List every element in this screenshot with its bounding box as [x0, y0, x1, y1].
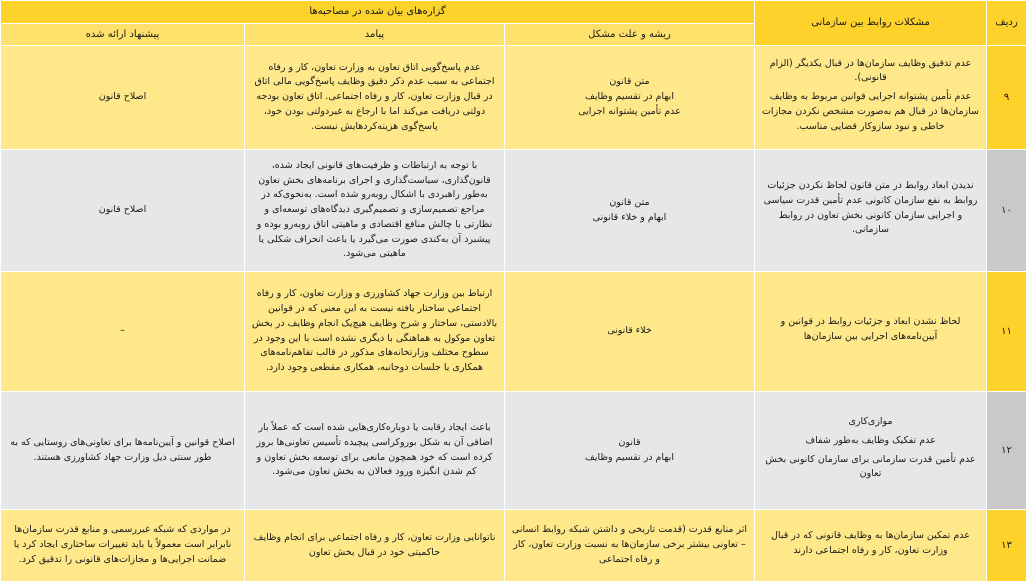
cause-line: ابهام در تقسیم وظایف — [511, 451, 748, 466]
row-number: ۱۱ — [987, 272, 1026, 392]
problem-cell — [755, 150, 987, 272]
row-number: ۱۰ — [987, 150, 1026, 272]
table-row — [1, 272, 1026, 392]
header-problem: مشکلات روابط بین سازمانی — [755, 1, 987, 46]
row-number: ۹ — [987, 46, 1026, 150]
problem-line: عدم تفکیک وظایف به‌طور شفاف — [761, 434, 980, 449]
cause-line: خلاء قانونی — [511, 324, 748, 339]
table-row — [1, 150, 1026, 272]
table-row — [1, 510, 1026, 582]
row-number: ۱۲ — [987, 392, 1026, 510]
cause-cell — [505, 150, 755, 272]
cause-cell — [505, 46, 755, 150]
consequence-cell: باعث ایجاد رقابت یا دوباره‌کاری‌هایی شده است که عملاً بار اضافی آن به شکل بوروکراسی پیچیده تأسیس تعاونی‌ها بروز کرده است که خود همچون مانعی برای توسعه بخش تعاون و کم شدن انگیزه ورود فعالان به بخش تعاون می‌شود. — [245, 392, 505, 510]
suggestion-cell: در مواردی که شبکه غیررسمی و منابع قدرت سازمان‌ها نابرابر است معمولاً یا باید تغییرات ساختاری ایجاد کرد یا ضمانت اجرایی‌ها و مجازات‌های قانونی را تدقیق کرد. — [1, 510, 245, 582]
suggestion-cell: – — [1, 272, 245, 392]
problem-line: عدم تمکین سازمان‌ها به وظایف قانونی که در قبال وزارت تعاون، کار و رفاه اجتماعی دارند — [761, 529, 980, 558]
table-row — [1, 392, 1026, 510]
suggestion-cell: اصلاح قانون — [1, 150, 245, 272]
header-row-number: ردیف — [987, 1, 1026, 46]
cause-line: قانون — [511, 436, 748, 451]
header-cause: ریشه و علت مشکل — [505, 23, 755, 46]
problem-cell — [755, 510, 987, 582]
problem-cell — [755, 46, 987, 150]
header-group-title: گزاره‌های بیان شده در مصاحبه‌ها — [1, 1, 755, 24]
row-number: ۱۳ — [987, 510, 1026, 582]
problem-cell — [755, 272, 987, 392]
consequence-cell: ناتوانایی وزارت تعاون، کار و رفاه اجتماعی برای انجام وظایف حاکمیتی خود در قبال بخش تعاون — [245, 510, 505, 582]
cause-cell — [505, 272, 755, 392]
cause-cell — [505, 510, 755, 582]
cause-line: اثر منابع قدرت (قدمت تاریخی و داشتن شبکه روابط انسانی – تعاونی بیشتر برخی سازمان‌ها به نسبت وزارت تعاون، کار و رفاه اجتماعی — [511, 523, 748, 567]
cause-line: ابهام در تقسیم وظایف — [511, 90, 748, 105]
cause-line: متن قانون — [511, 196, 748, 211]
problem-cell — [755, 392, 987, 510]
problem-line: عدم تأمین قدرت سازمانی برای سازمان کانونی بخش تعاون — [761, 453, 980, 482]
problem-line: لحاظ نشدن ابعاد و جزئیات روابط در قوانین و آیین‌نامه‌های اجرایی بین سازمان‌ها — [761, 315, 980, 344]
problem-line: عدم تدقیق وظایف سازمان‌ها در قبال یکدیگر (الزام قانونی). — [761, 57, 980, 86]
table-row — [1, 46, 1026, 150]
consequence-cell: با توجه به ارتباطات و ظرفیت‌های قانونی ایجاد شده، قانون‌گذاری، سیاست‌گذاری و اجرای برنامه‌های بخش تعاون به‌طور راهبردی با اشکال روبه‌رو شده است. به‌نحوی‌که در مراجع تصمیم‌سازی و تصمیم‌گیری دیدگاه‌های توسعه‌ای و نظارتی با چالش منافع اقتصادی و ماهیتی اتاق روبه‌رو بوده و پیشبرد آن به‌کندی صورت می‌گیرد یا باعث انحراف شکلی یا ماهیتی می‌شود. — [245, 150, 505, 272]
problem-line: موازی‌کاری — [761, 415, 980, 430]
consequence-cell: عدم پاسخ‌گویی اتاق تعاون به وزارت تعاون، کار و رفاه اجتماعی به سبب عدم ذکر دقیق وظایف پاسخ‌گویی مالی اتاق در قبال وزارت تعاون، کار و رفاه اجتماعی. اتاق تعاون بودجه دولتی دریافت می‌کند اما با ارجاع به غیردولتی بودن خود، پاسخ‌گوی هزینه‌کردهایش نیست. — [245, 46, 505, 150]
header-suggestion: پیشنهاد ارائه شده — [1, 23, 245, 46]
suggestion-cell: اصلاح قوانین و آیین‌نامه‌ها برای تعاونی‌های روستایی که به طور سنتی ذیل وزارت جهاد کشاورزی هستند. — [1, 392, 245, 510]
problem-line: ندیدن ابعاد روابط در متن قانون لحاظ نکردن جزئیات روابط به نفع سازمان کانونی عدم تأمین قدرت سیاسی و اجرایی سازمان کانونی بخش تعاون در روابط سازمانی. — [761, 179, 980, 238]
suggestion-cell: اصلاح قانون — [1, 46, 245, 150]
cause-line: عدم تأمین پشتوانه اجرایی — [511, 105, 748, 120]
problem-line: عدم تأمین پشتوانه اجرایی قوانین مربوط به وظایف سازمان‌ها در قبال هم به‌صورت مشخص نکردن مجازات خاطی و نبود سازوکار قضایی مناسب. — [761, 90, 980, 134]
consequence-cell: ارتباط بین وزارت جهاد کشاورزی و وزارت تعاون، کار و رفاه اجتماعی ساختار یافته نیست به این معنی که در قوانین بالادستی، ساختار و شرح وظایف هیچ‌یک انجام وظایف در بخش تعاون موکول به هماهنگی با دیگری نشده است با این وجود در سطوح مختلف وزارتخانه‌های مذکور در قالب تفاهم‌نامه‌های همکاری یا جلسات دوجانبه، همکاری مقطعی وجود دارد. — [245, 272, 505, 392]
cause-line: متن قانون — [511, 75, 748, 90]
cause-cell — [505, 392, 755, 510]
header-consequence: پیامد — [245, 23, 505, 46]
cause-line: ابهام و خلاء قانونی — [511, 211, 748, 226]
